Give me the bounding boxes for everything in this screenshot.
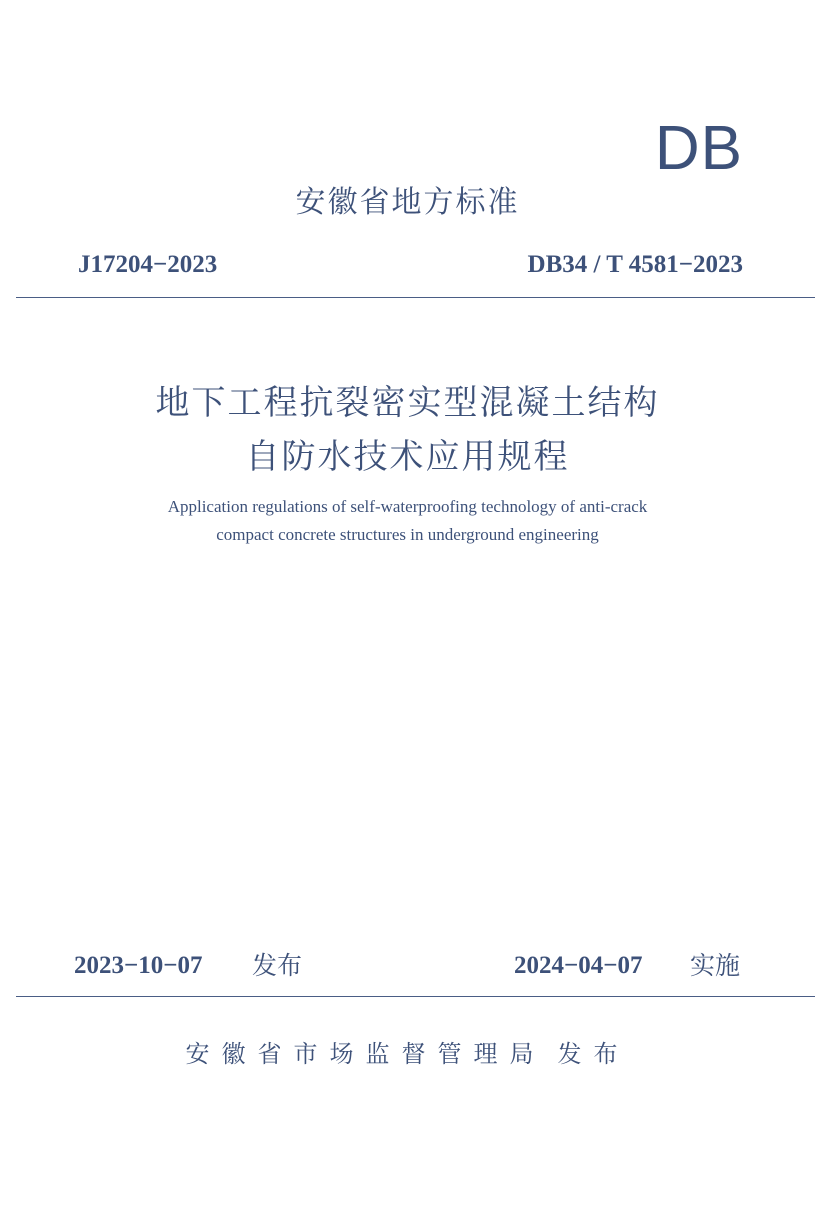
title-cn-line2: 自防水技术应用规程 [245, 437, 570, 477]
db-logo: DB [654, 114, 743, 183]
standard-number: DB34 / T 4581−2023 [527, 251, 743, 278]
record-number: J17204−2023 [78, 251, 218, 278]
effective-date: 2024−04−07 [514, 952, 643, 979]
standard-type [0, 177, 815, 221]
issuer [0, 1042, 815, 1066]
issue-label: 发布 [252, 951, 303, 980]
effective-label: 实施 [690, 951, 741, 980]
title-cn-line1: 地下工程抗裂密实型混凝土结构 [155, 383, 660, 423]
top-divider [16, 297, 815, 298]
issuer-agency: 安徽省市场监督管理局 [185, 1040, 546, 1068]
bottom-divider [16, 996, 815, 997]
title-en-line1: Application regulations of self-waterproofing technology of anti-crack [167, 497, 648, 516]
standard-type-label: 安徽省地方标准 [295, 185, 520, 220]
issue-date: 2023−10−07 [74, 952, 203, 979]
title-en-line2: compact concrete structures in underground engineering [216, 525, 599, 544]
issuer-action: 发布 [557, 1040, 630, 1068]
